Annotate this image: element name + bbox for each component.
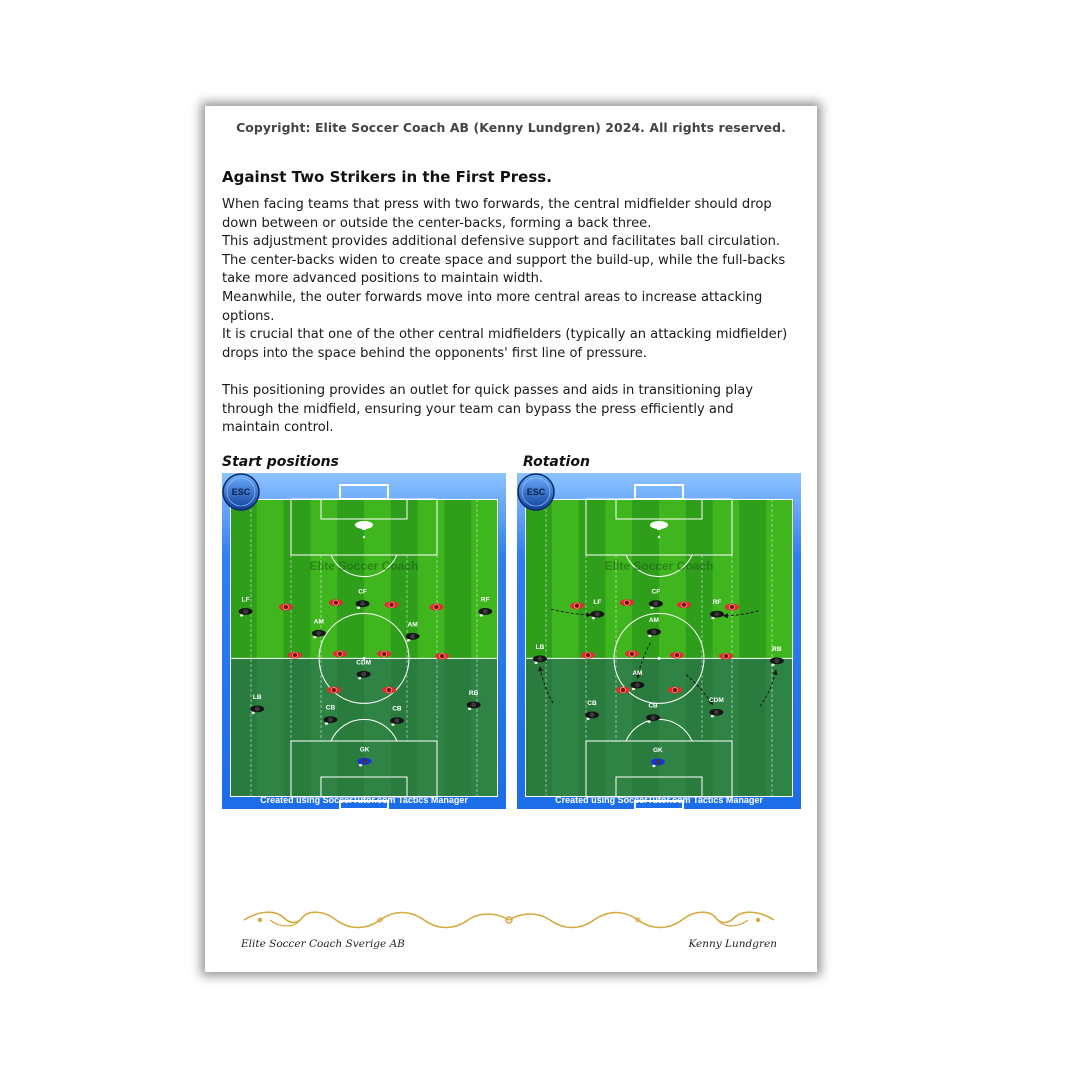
opponent-marker xyxy=(429,604,443,611)
tactics-diagram-start xyxy=(222,473,506,809)
grass-stripe xyxy=(257,658,284,797)
opponent-marker xyxy=(385,601,399,608)
player-label: CDM xyxy=(356,659,372,667)
paragraph: This adjustment provides additional defensive support and facilitates ball circulation. xyxy=(222,234,781,250)
player-label: RB xyxy=(468,689,479,697)
grass-stripe xyxy=(739,658,766,797)
player-label: CB xyxy=(587,699,597,707)
pitch-svg xyxy=(517,473,801,809)
opponent-marker xyxy=(382,687,396,694)
goalkeeper-icon xyxy=(657,525,661,530)
opponent-marker xyxy=(333,650,347,657)
grass-stripe xyxy=(525,658,552,797)
grass-stripe xyxy=(552,658,579,797)
opponent-marker xyxy=(377,650,391,657)
credit-text: Created using SoccerTutor.com Tactics Manager xyxy=(260,795,468,805)
grass-stripe xyxy=(766,499,793,658)
ornament-divider-icon xyxy=(240,908,778,932)
opponent-marker xyxy=(581,652,595,659)
grass-stripe xyxy=(525,499,552,658)
grass-stripe xyxy=(766,658,793,797)
paragraph: This positioning provides an outlet for quick passes and aids in transitioning play through the midfield, ensuring your team can bypass the press efficiently and maintain control. xyxy=(222,382,754,436)
grass-stripe xyxy=(739,499,766,658)
player-label: CF xyxy=(358,588,367,596)
grass-stripe xyxy=(230,658,257,797)
watermark-text: Elite Soccer Coach xyxy=(309,559,419,573)
grass-stripe xyxy=(418,658,445,797)
grass-stripe xyxy=(230,499,257,658)
penalty-spot xyxy=(363,536,365,538)
opponent-marker xyxy=(616,687,630,694)
center-spot xyxy=(658,657,661,660)
player-label: AM xyxy=(313,618,324,626)
pitch-svg xyxy=(222,473,506,809)
opponent-marker xyxy=(625,650,639,657)
opponent-marker xyxy=(570,602,584,609)
badge-label: ESC xyxy=(526,487,546,497)
badge-label: ESC xyxy=(231,487,251,497)
grass-stripe xyxy=(444,658,471,797)
player-label: GK xyxy=(652,746,663,754)
paragraph-gap xyxy=(222,363,792,382)
paragraph: It is crucial that one of the other central midfielders (typically an attacking midfielder) drops into the space behind the opponents' first line of pressure. xyxy=(222,327,788,361)
opponent-marker xyxy=(677,601,691,608)
paragraph: The center-backs widen to create space and support the build-up, while the full-backs take more advanced positions to maintain width. xyxy=(222,252,786,287)
player-label: AM xyxy=(648,616,659,624)
grass-stripe xyxy=(579,499,606,658)
player-label: CDM xyxy=(708,697,724,705)
player-label: AM xyxy=(632,670,643,678)
goalkeeper-icon xyxy=(362,525,366,530)
section-heading: Against Two Strikers in the First Press. xyxy=(222,168,552,186)
player-label: RB xyxy=(772,645,782,653)
grass-stripe xyxy=(418,499,445,658)
footer-author: Kenny Lundgren xyxy=(688,938,777,950)
body-text xyxy=(222,196,792,438)
player-label: CB xyxy=(325,704,336,712)
opponent-marker xyxy=(435,653,449,660)
paragraph: When facing teams that press with two forwards, the central midfielder should drop down between or outside the center-backs, forming a back three. xyxy=(222,197,772,231)
player-label: CF xyxy=(651,588,661,596)
player-label: GK xyxy=(359,746,370,754)
grass-stripe xyxy=(605,499,632,658)
player-label: CB xyxy=(648,702,658,710)
opponent-marker xyxy=(288,652,302,659)
grass-stripe xyxy=(552,499,579,658)
player-label: LB xyxy=(252,693,262,701)
player-label: AM xyxy=(407,621,418,629)
opponent-marker xyxy=(279,604,293,611)
grass-stripe xyxy=(468,658,498,797)
opponent-marker xyxy=(670,652,684,659)
player-label: LB xyxy=(535,643,545,651)
diagram-title-start: Start positions xyxy=(222,454,339,470)
grass-stripe xyxy=(686,499,713,658)
opponent-marker xyxy=(719,653,733,660)
player-label: LF xyxy=(241,596,250,604)
opponent-marker xyxy=(725,604,739,611)
copyright-notice: Copyright: Elite Soccer Coach AB (Kenny Lundgren) 2024. All rights reserved. xyxy=(236,120,786,135)
opponent-marker xyxy=(620,599,634,606)
opponent-marker xyxy=(668,687,682,694)
grass-stripe xyxy=(284,499,311,658)
grass-stripe xyxy=(257,499,284,658)
paragraph: Meanwhile, the outer forwards move into more central areas to increase attacking options. xyxy=(222,289,763,324)
player-label: CB xyxy=(392,705,402,713)
tactics-diagram-rotation xyxy=(517,473,801,809)
grass-stripe xyxy=(579,658,606,797)
grass-stripe xyxy=(471,499,498,658)
grass-stripe xyxy=(713,658,740,797)
diagram-title-rotation: Rotation xyxy=(523,454,590,470)
credit-text: Created using SoccerTutor.com Tactics Manager xyxy=(555,795,763,805)
grass-stripe xyxy=(444,499,471,658)
grass-stripe xyxy=(713,499,740,658)
watermark-text: Elite Soccer Coach xyxy=(604,559,714,573)
opponent-marker xyxy=(329,599,343,606)
player-label: LF xyxy=(593,599,602,607)
player-label: RF xyxy=(480,596,490,604)
document-page xyxy=(205,106,817,972)
player-label: RF xyxy=(712,599,722,607)
opponent-marker xyxy=(327,687,341,694)
grass-stripe xyxy=(284,658,311,797)
penalty-spot xyxy=(658,536,660,538)
footer-company: Elite Soccer Coach Sverige AB xyxy=(241,938,405,950)
